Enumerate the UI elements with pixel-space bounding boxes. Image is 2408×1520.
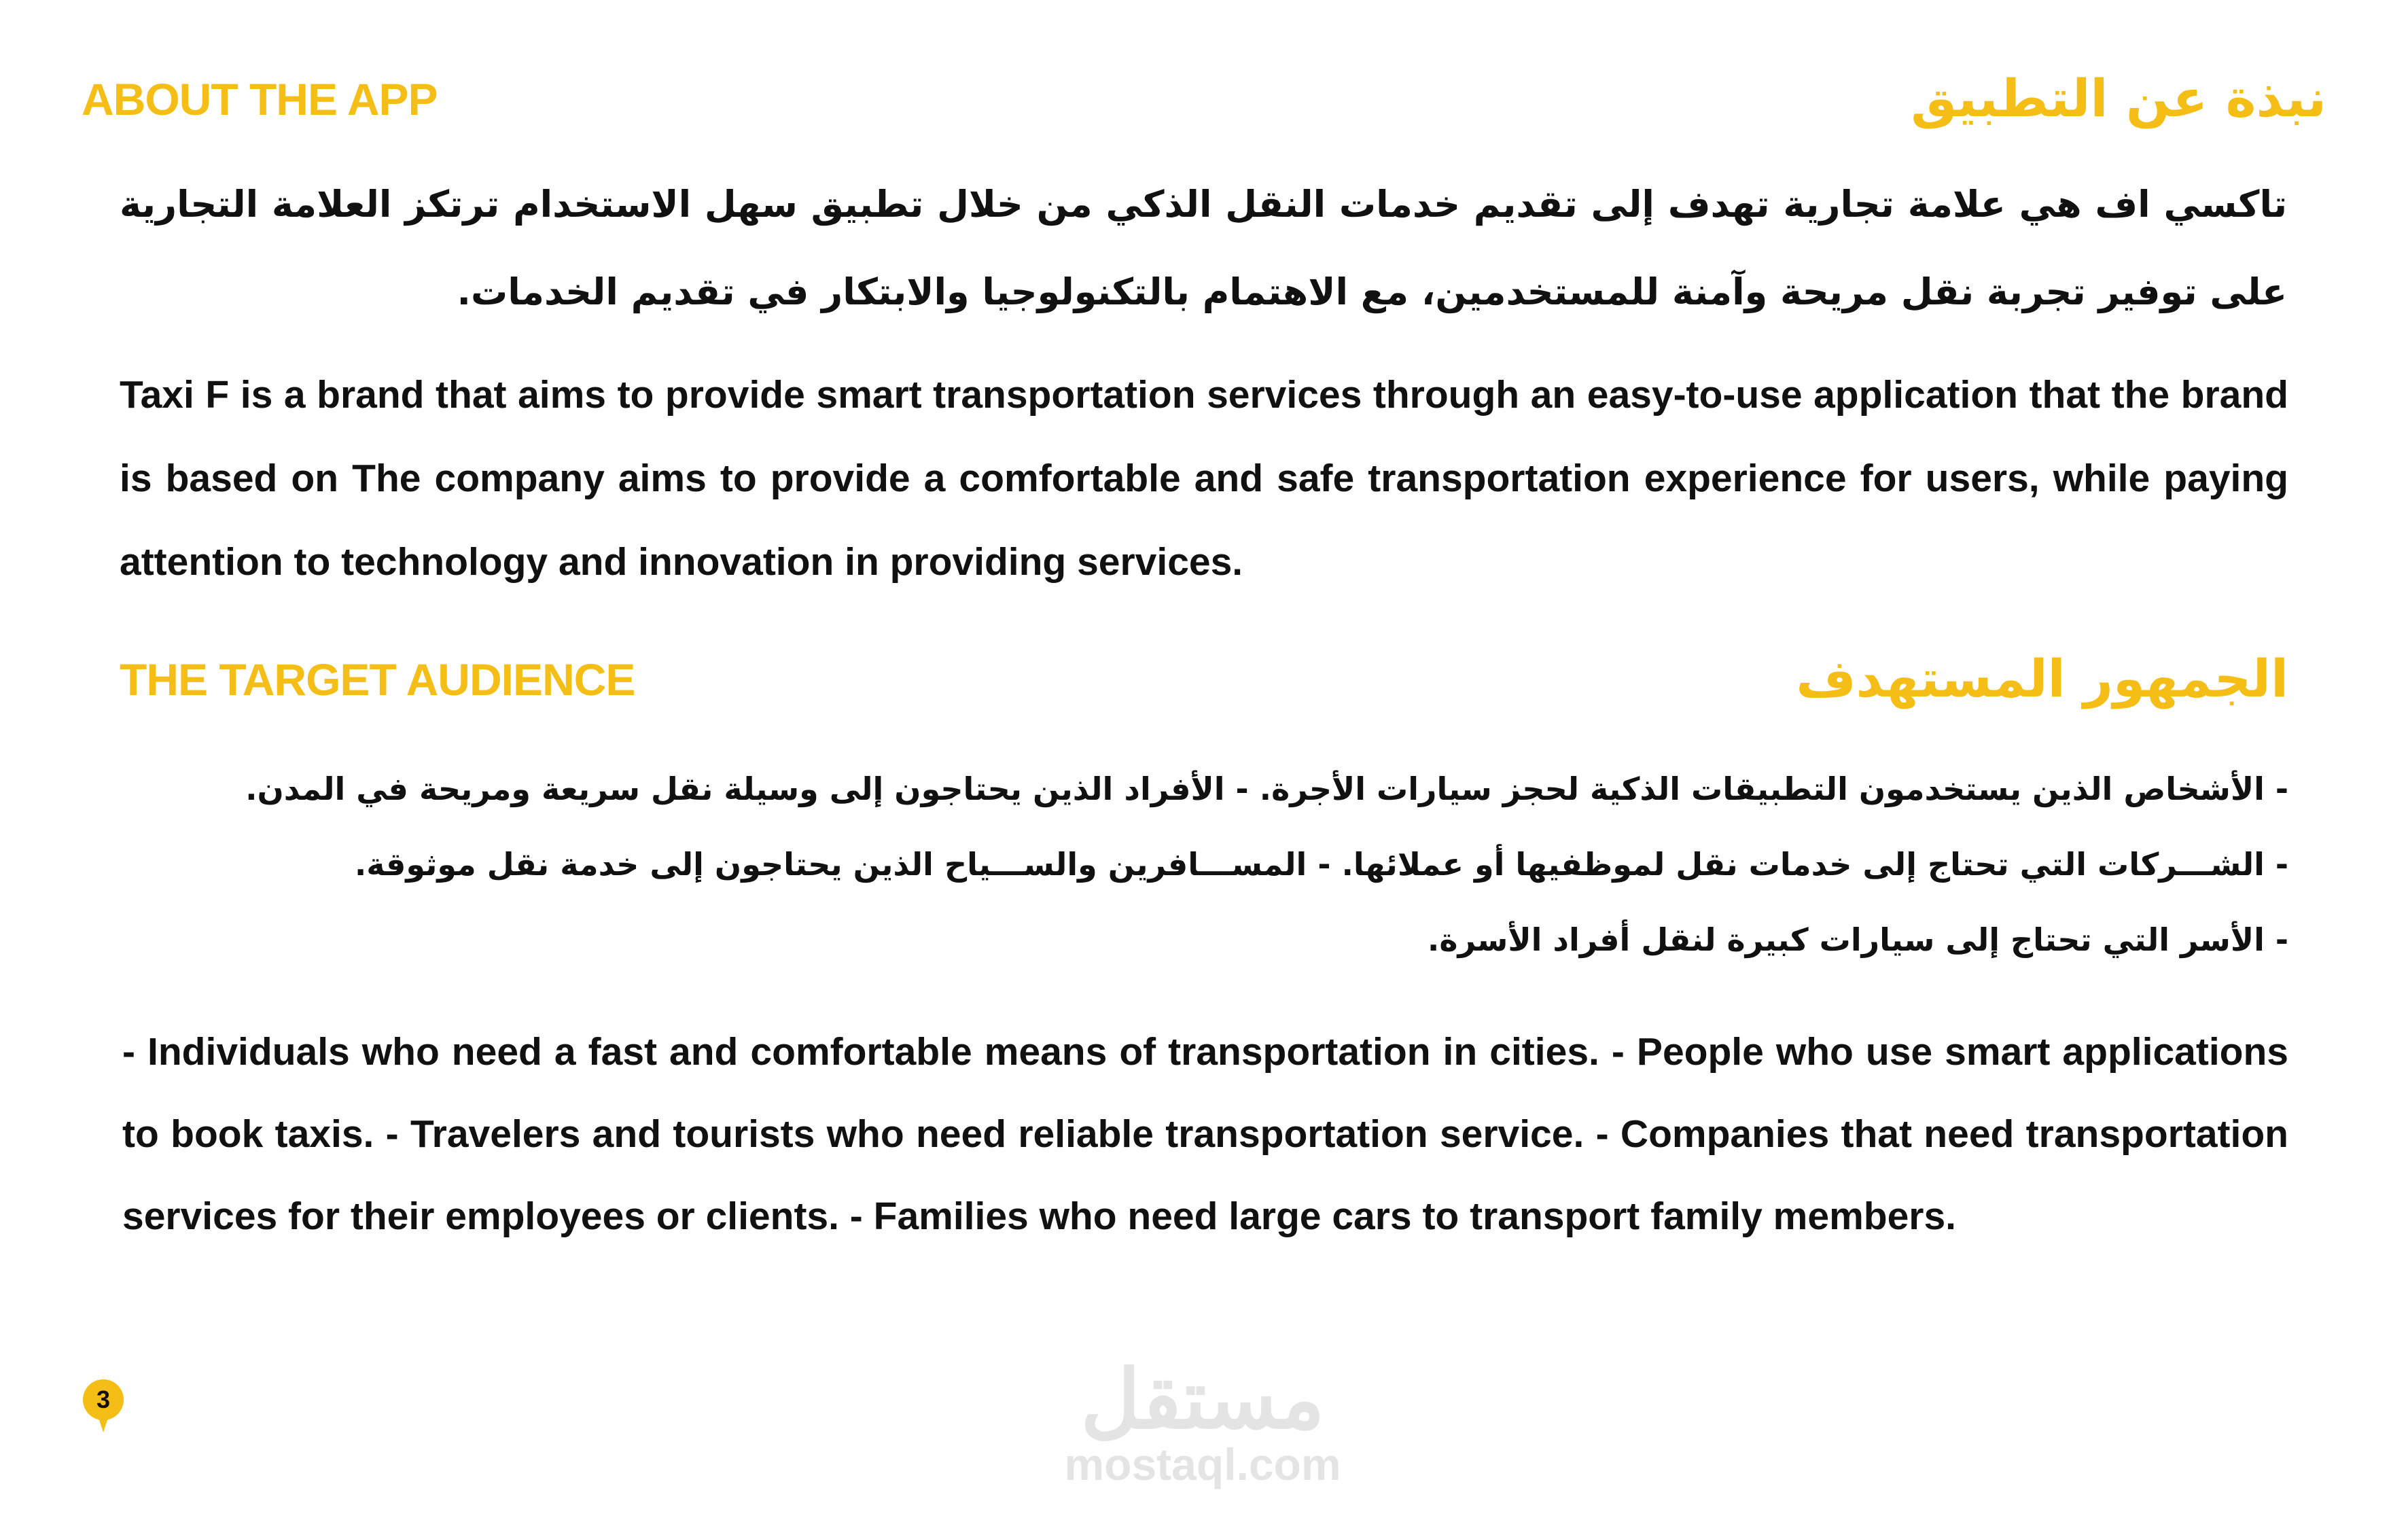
- audience-item-ar: - الأشخاص الذين يستخدمون التطبيقات الذكية لحجز سيارات الأجرة. - الأفراد الذين يحتاجون إلى وسيلة نقل سريعة ومريحة في المدن.: [245, 771, 2288, 807]
- mostaql-watermark: [1046, 1354, 1359, 1489]
- audience-item-ar: - الشـــركات التي تحتاج إلى خدمات نقل لموظفيها أو عملائها. - المســـافرين والســـياح الذين يحتاجون إلى خدمة نقل موثوقة.: [354, 846, 2288, 883]
- audience-body-en: - Individuals who need a fast and comfortable means of transportation in cities. - People who use smart applications to book taxis. - Travelers and tourists who need reliable transportation service. - Companies that need transportation services for their employees or clients. - Families who need large cars to transport family members.: [122, 1030, 2288, 1238]
- about-body-ar: تاكسي اف هي علامة تجارية تهدف إلى تقديم خدمات النقل الذكي من خلال تطبيق سهل الاستخدام ترتكز العلامة التجارية على توفير تجربة نقل مريحة وآمنة للمستخدمين، مع الاهتمام بالتكنولوجيا والابتكار في تقديم الخدمات.: [120, 183, 2287, 313]
- about-body-en: Taxi F is a brand that aims to provide smart transportation services through an easy-to-use application that the brand is based on The company aims to provide a comfortable and safe transportation experience for users, while paying attention to technology and innovation in providing services.: [120, 373, 2288, 584]
- about-title-ar: نبذة عن التطبيق: [1911, 68, 2326, 128]
- audience-list-ar: [114, 752, 2288, 978]
- audience-title-en: THE TARGET AUDIENCE: [120, 654, 635, 705]
- page-number-badge: 3: [83, 1379, 124, 1420]
- watermark-en: mostaql.com: [1064, 1439, 1341, 1489]
- about-title-en: ABOUT THE APP: [82, 74, 438, 124]
- audience-title-ar: الجمهور المستهدف: [1796, 648, 2288, 709]
- audience-item-ar: - الأسر التي تحتاج إلى سيارات كبيرة لنقل أفراد الأسرة.: [1427, 921, 2288, 958]
- watermark-ar: مستقل: [1080, 1354, 1325, 1445]
